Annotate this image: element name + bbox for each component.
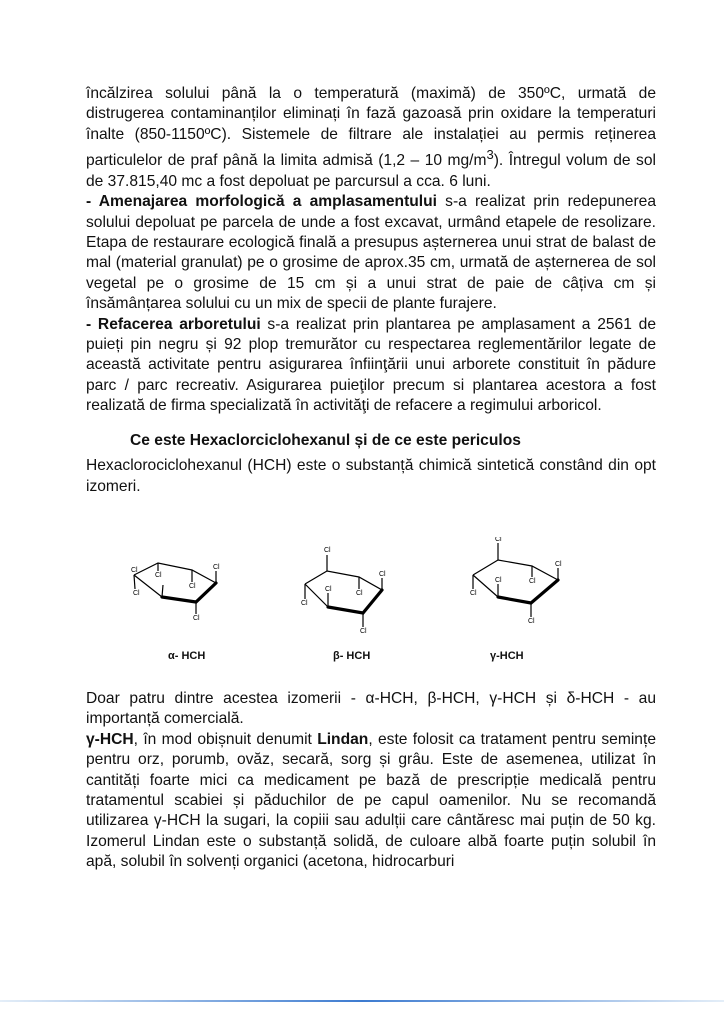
superscript: 3 bbox=[486, 147, 494, 163]
atom-label: Cl bbox=[495, 576, 502, 584]
bold-lead: - Amenajarea morfologică a amplasamentului bbox=[86, 193, 437, 211]
atom-label: Cl bbox=[529, 577, 536, 585]
atom-label: Cl bbox=[155, 571, 162, 579]
paragraph-tail: ). Întregul volum de sol de 37.815,40 mc a fost depoluat pe parcursul a cca. 6 luni. bbox=[86, 152, 656, 190]
atom-label: Cl bbox=[360, 627, 367, 635]
paragraph-reforestation bbox=[86, 315, 656, 417]
atom-label: Cl bbox=[213, 563, 220, 571]
caption-alpha-hch: α- HCH bbox=[168, 649, 206, 662]
section-heading: Ce este Hexaclorciclohexanul și de ce este periculos bbox=[130, 431, 521, 449]
atom-label: Cl bbox=[325, 585, 332, 593]
paragraph-morphological bbox=[86, 192, 656, 314]
atom-label: Cl bbox=[301, 599, 308, 607]
footer-divider bbox=[0, 1000, 724, 1002]
atom-label: Cl bbox=[133, 589, 140, 597]
atom-label: Cl bbox=[379, 570, 386, 578]
bold-lead: γ-HCH bbox=[86, 730, 134, 748]
paragraph-text: , în mod obișnuit denumit bbox=[133, 730, 318, 748]
atom-label: Cl bbox=[193, 614, 200, 622]
paragraph-commercial-isomers: Doar patru dintre acestea izomerii - α-HCH, β-HCH, γ-HCH și δ-HCH - au importanță comercială. bbox=[86, 689, 656, 728]
atom-label: Cl bbox=[131, 566, 138, 574]
atom-label: Cl bbox=[470, 589, 477, 597]
gamma-hch-structure bbox=[470, 537, 562, 625]
atom-label: Cl bbox=[189, 582, 196, 590]
atom-label: Cl bbox=[356, 589, 363, 597]
alpha-hch-structure bbox=[131, 563, 220, 622]
paragraph-text: s-a realizat prin plantarea pe amplasament a 2561 de puieți pin negru și 92 plop tremurător cu respectarea reglementărilor legate de această activitate pentru asigurarea înfiinţării unui arborete constituit în pădure parc / parc recreativ. Asigurarea puieţilor precum si plantarea acestora a fost realizată de firma specializată în activităţi de refacere a regimului arboricol. bbox=[86, 315, 656, 415]
hch-isomers-figure bbox=[86, 537, 656, 667]
atom-label: Cl bbox=[495, 536, 502, 543]
bold-term: Lindan bbox=[317, 730, 369, 748]
paragraph-tail: , este folosit ca tratament pentru semințe pentru orz, porumb, ovăz, secară, sorg și grâu. Este de asemenea, utilizat în cantități foarte mici ca medicament pe bază de prescripție medicală pentru tratamentul scabiei și păduchilor de pe capul oamenilor. Nu se recomandă utilizarea γ-HCH la sugari, la copiii sau adulții care cântăresc mai puțin de 50 kg. Izomerul Lindan este o substanță solidă, de culoare albă foarte puțin solubil în apă, solubil în solvenți organici (acetona, hidrocarburi bbox=[86, 730, 656, 871]
atom-label: Cl bbox=[324, 546, 331, 554]
isomer-structures bbox=[86, 537, 656, 649]
atom-label: Cl bbox=[528, 617, 535, 625]
document-page bbox=[86, 84, 656, 873]
paragraph-hch-intro: Hexaclorociclohexanul (HCH) este o substanță chimică sintetică constând din opt izomeri. bbox=[86, 457, 656, 495]
paragraph-lindane bbox=[86, 730, 656, 873]
bold-lead: - Refacerea arboretului bbox=[86, 315, 261, 333]
paragraph-text: încălzirea solului până la o temperatură (maximă) de 350ºC, urmată de distrugerea contaminanților eliminați în fază gazoasă prin oxidare la temperaturi înalte (850-1150ºC). Sistemele de filtrare ale instalației au permis reținerea particulelor de praf până la limita admisă (1,2 – 10 mg/m bbox=[86, 85, 656, 170]
paragraph-text: s-a realizat prin redepunerea solului depoluat pe parcela de unde a fost excavat, urmând etapele de resolizare. Etapa de restaurare ecologică finală a presupus așternerea unui strat de balast de mal (material granulat) pe o grosime de aprox.35 cm, urmată de așternerea de sol vegetal pe o grosime de 15 cm și a unui strat de paie de câțiva cm și însămânțarea solului cu un mix de specii de plante furajere. bbox=[86, 193, 657, 313]
beta-hch-structure bbox=[301, 547, 386, 635]
caption-gamma-hch: γ-HCH bbox=[490, 649, 524, 662]
caption-beta-hch: β- HCH bbox=[333, 649, 371, 662]
atom-label: Cl bbox=[555, 560, 562, 568]
paragraph-soil-treatment bbox=[86, 84, 656, 192]
